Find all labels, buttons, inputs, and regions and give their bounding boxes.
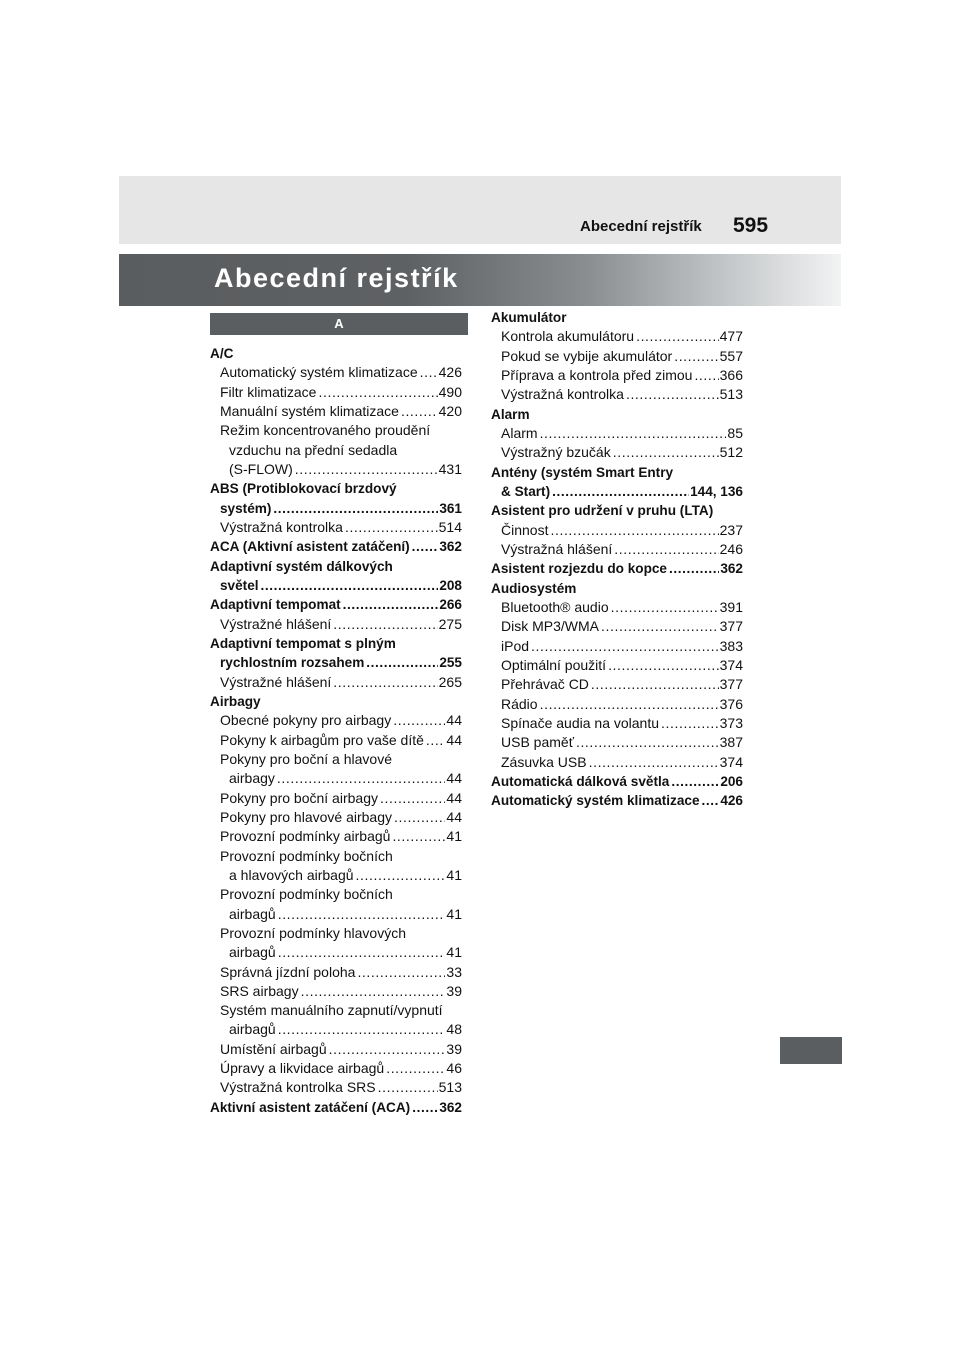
leader-dots [540,695,719,714]
index-page-ref[interactable]: 206 [720,773,743,789]
index-page-ref[interactable]: 383 [719,637,743,654]
index-term: airbagy [229,770,275,787]
index-term: Zásuvka USB [501,753,587,770]
index-entry [210,1040,462,1059]
index-entry [210,847,462,866]
index-entry [491,733,743,752]
index-page-ref[interactable]: 85 [727,424,743,441]
leader-dots [273,499,438,518]
index-page-ref[interactable]: 374 [719,656,743,673]
index-entry [491,617,743,636]
leader-dots [420,363,438,382]
index-term: SRS airbagy [220,982,299,999]
leader-dots [671,772,719,791]
index-term: Antény (systém Smart Entry [491,464,674,480]
leader-dots [661,714,719,733]
leader-dots [552,482,689,501]
leader-dots [576,733,719,752]
leader-dots [636,327,719,346]
index-entry [491,540,743,559]
index-entry [210,924,462,943]
index-entry [491,347,743,366]
index-term: Výstražné hlášení [220,615,332,632]
index-entry [491,521,743,540]
leader-dots [261,576,439,595]
index-term: Filtr klimatizace [220,383,317,400]
index-entry [210,595,462,614]
leader-dots [345,518,438,537]
index-page-ref[interactable]: 237 [719,521,743,538]
leader-dots [611,598,719,617]
index-column-right [491,308,743,811]
index-term: airbagů [229,1021,276,1038]
index-entry [210,789,462,808]
index-page-ref[interactable]: 477 [719,328,743,345]
index-page-ref[interactable]: 377 [719,618,743,635]
index-entry [491,424,743,443]
leader-dots [378,1078,438,1097]
leader-dots [412,1098,438,1117]
index-term: ABS (Protiblokovací brzdový [210,481,397,497]
index-term: Automatický systém klimatizace [491,793,700,809]
index-term: Adaptivní systém dálkových [210,558,393,574]
index-entry [491,559,743,578]
index-term: & Start) [501,483,551,499]
index-term: airbagů [229,905,276,922]
index-term: Systém manuálního zapnutí/vypnutí [220,1002,443,1019]
index-page-ref[interactable]: 44 [446,808,462,825]
index-term: Adaptivní tempomat [210,597,341,613]
index-term: Pokyny pro hlavové airbagy [220,808,392,825]
index-title-bar [119,254,841,306]
index-entry [491,637,743,656]
index-page-ref[interactable]: 557 [719,347,743,364]
index-term: iPod [501,637,530,654]
index-page-ref[interactable]: 246 [719,540,743,557]
leader-dots [333,615,437,634]
index-page-ref[interactable]: 41 [446,944,462,961]
index-entry [210,402,462,421]
leader-dots [278,905,446,924]
leader-dots [674,347,718,366]
leader-dots [277,769,446,788]
index-entry [210,653,462,672]
leader-dots [343,595,439,614]
index-entry [210,557,462,576]
index-entry [210,963,462,982]
index-entry [210,460,462,479]
index-term: ACA (Aktivní asistent zatáčení) [210,539,410,555]
leader-dots [278,943,446,962]
index-entry [210,750,462,769]
index-page-ref[interactable]: 426 [720,793,743,809]
leader-dots [356,866,446,885]
index-page-ref[interactable]: 362 [439,539,462,555]
leader-dots [366,653,438,672]
leader-dots [669,559,719,578]
index-page-ref[interactable]: 33 [446,963,462,980]
leader-dots [386,1059,445,1078]
index-term: Airbagy [210,693,261,709]
index-page-ref[interactable]: 255 [439,655,462,671]
index-entry [210,499,462,518]
index-title: Abecední rejstřík [214,263,459,293]
section-letter: A [210,313,468,335]
index-page-ref[interactable]: 387 [719,734,743,751]
index-term: Pokud se vybije akumulátor [501,347,673,364]
index-entry [210,905,462,924]
index-term: (S-FLOW) [229,460,293,477]
index-page-ref[interactable]: 490 [438,383,462,400]
index-page-ref[interactable]: 39 [446,1040,462,1057]
index-page-ref[interactable]: 426 [438,364,462,381]
leader-dots [702,791,720,810]
index-term: systém) [220,500,272,516]
leader-dots [393,711,445,730]
index-entry [210,421,462,440]
leader-dots [333,673,437,692]
index-page-ref[interactable]: 513 [438,1079,462,1096]
leader-dots [401,402,438,421]
index-entry [491,308,743,327]
index-entry [210,731,462,750]
index-entry [491,385,743,404]
index-term: rychlostním rozsahem [220,655,365,671]
index-entry [210,615,462,634]
index-term: Činnost [501,521,549,538]
chapter-side-tab [780,1037,842,1064]
index-page-ref[interactable]: 391 [719,598,743,615]
index-term: Bluetooth® audio [501,598,609,615]
index-page-ref[interactable]: 374 [719,753,743,770]
index-page-ref[interactable]: 266 [439,597,462,613]
index-entry [210,1098,462,1117]
index-term: Pokyny pro boční a hlavové [220,750,392,767]
page-number: 595 [733,214,769,237]
index-term: USB paměť [501,734,574,751]
index-entry [210,692,462,711]
index-page-ref[interactable]: 41 [446,905,462,922]
index-term: airbagů [229,944,276,961]
index-term: Asistent rozjezdu do kopce [491,561,667,577]
index-page-ref[interactable]: 44 [446,770,462,787]
leader-dots [626,385,719,404]
index-term: Manuální systém klimatizace [220,402,399,419]
index-term: Výstražná kontrolka [501,386,624,403]
index-term: Obecné pokyny pro airbagy [220,712,392,729]
index-page-ref[interactable]: 431 [438,460,462,477]
index-entry [491,791,743,810]
index-entry [491,714,743,733]
leader-dots [614,540,718,559]
leader-dots [357,963,445,982]
index-term: a hlavových airbagů [229,866,354,883]
index-term: Příprava a kontrola před zimou [501,366,693,383]
leader-dots [329,1040,446,1059]
index-entry [491,656,743,675]
index-entry [491,772,743,791]
index-page-ref[interactable]: 376 [719,695,743,712]
index-entry [210,943,462,962]
index-term: Akumulátor [491,310,567,325]
index-term: Úpravy a likvidace airbagů [220,1060,385,1077]
index-entry [210,518,462,537]
index-entry [491,579,743,598]
index-entry [210,537,462,556]
leader-dots [318,383,437,402]
index-term: Kontrola akumulátoru [501,328,635,345]
index-page-ref[interactable]: 39 [446,982,462,999]
index-entry [210,441,462,460]
leader-dots [589,753,719,772]
index-term: Výstražná kontrolka [220,518,343,535]
index-page-ref[interactable]: 208 [439,577,462,593]
leader-dots [295,460,438,479]
index-entry [491,443,743,462]
index-term: Výstražná hlášení [501,540,613,557]
index-entry [210,866,462,885]
index-term: Pokyny k airbagům pro vaše dítě [220,731,424,748]
index-page-ref[interactable]: 512 [719,444,743,461]
index-page-ref[interactable]: 41 [446,866,462,883]
index-entry [210,479,462,498]
index-page-ref[interactable]: 275 [438,615,462,632]
index-term: Umístění airbagů [220,1040,327,1057]
index-term: Správná jízdní poloha [220,963,356,980]
index-term: světel [220,577,259,593]
index-term: Spínače audia na volantu [501,714,660,731]
index-entry [491,482,743,501]
index-term: Disk MP3/WMA [501,618,599,635]
index-page-ref[interactable]: 46 [446,1060,462,1077]
index-term: Audiosystém [491,580,577,596]
index-entry [210,634,462,653]
index-term: Optimální použití [501,656,607,673]
leader-dots [301,982,446,1001]
index-page-ref[interactable]: 41 [446,828,462,845]
index-entry [210,1020,462,1039]
index-page-ref[interactable]: 420 [438,402,462,419]
index-term: Pokyny pro boční airbagy [220,789,378,806]
index-entry [210,769,462,788]
index-entry [210,885,462,904]
index-page-ref[interactable]: 366 [719,366,743,383]
index-term: Výstražné hlášení [220,673,332,690]
leader-dots [394,808,445,827]
index-column-left [210,344,462,1117]
leader-dots [601,617,719,636]
index-term: Přehrávač CD [501,676,589,693]
index-entry [491,598,743,617]
index-entry [210,1059,462,1078]
index-entry [210,673,462,692]
index-term: Provozní podmínky airbagů [220,828,391,845]
leader-dots [278,1020,446,1039]
index-entry [491,753,743,772]
index-entry [210,808,462,827]
index-term: Výstražný bzučák [501,444,611,461]
index-page-ref[interactable]: 44 [446,731,462,748]
index-entry [491,501,743,520]
index-page-ref[interactable]: 513 [719,386,743,403]
leader-dots [531,637,719,656]
index-term: Alarm [491,406,530,422]
index-term: Provozní podmínky hlavových [220,924,406,941]
leader-dots [613,443,719,462]
index-page-ref[interactable]: 514 [438,518,462,535]
index-term: Výstražná kontrolka SRS [220,1079,376,1096]
index-term: Aktivní asistent zatáčení (ACA) [210,1099,411,1115]
index-page-ref[interactable]: 48 [446,1021,462,1038]
leader-dots [550,521,718,540]
leader-dots [412,537,439,556]
index-entry [491,327,743,346]
index-term: Provozní podmínky bočních [220,847,393,864]
index-page-ref[interactable]: 265 [438,673,462,690]
leader-dots [426,731,446,750]
index-entry [210,363,462,382]
index-page-ref[interactable]: 373 [719,714,743,731]
index-term: Asistent pro udržení v pruhu (LTA) [491,503,714,519]
index-page-ref[interactable]: 362 [720,561,743,577]
index-term: Adaptivní tempomat s plným [210,635,396,651]
index-entry [491,366,743,385]
index-entry [491,675,743,694]
index-entry [491,405,743,424]
leader-dots [392,827,445,846]
index-entry [210,827,462,846]
index-term: Rádio [501,695,538,712]
index-entry [210,383,462,402]
leader-dots [380,789,445,808]
index-entry [210,344,462,363]
index-page-ref[interactable]: 361 [439,500,462,516]
leader-dots [540,424,727,443]
index-entry [491,695,743,714]
index-term: Režim koncentrovaného proudění [220,422,431,439]
index-entry [210,576,462,595]
index-page-ref[interactable]: 144, 136 [690,483,743,499]
index-page-ref[interactable]: 362 [439,1099,462,1115]
index-term: Automatický systém klimatizace [220,364,418,381]
index-entry [210,1078,462,1097]
index-term: A/C [210,346,234,361]
index-entry [210,1001,462,1020]
index-page-ref[interactable]: 377 [719,676,743,693]
header-title: Abecední rejstřík [580,218,702,235]
index-entry [491,463,743,482]
leader-dots [608,656,719,675]
index-page-ref[interactable]: 44 [446,712,462,729]
index-term: Provozní podmínky bočních [220,886,393,903]
index-term: Alarm [501,424,538,441]
index-entry [210,711,462,730]
leader-dots [591,675,719,694]
leader-dots [694,366,718,385]
index-term: Automatická dálková světla [491,773,670,789]
index-term: vzduchu na přední sedadla [229,441,398,458]
index-page-ref[interactable]: 44 [446,789,462,806]
index-entry [210,982,462,1001]
